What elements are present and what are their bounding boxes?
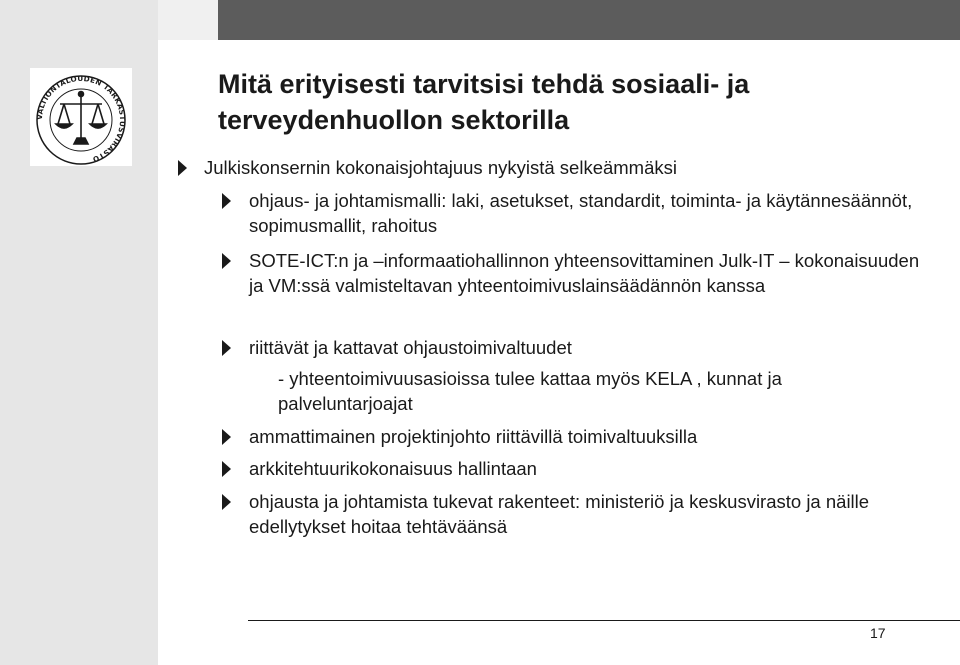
bullet-text: ammattimainen projektinjohto riittävillä toimivaltuuksilla bbox=[249, 426, 698, 447]
slide-title bbox=[218, 66, 918, 138]
top-bar-dark bbox=[218, 0, 960, 40]
footer-divider bbox=[248, 620, 960, 621]
bullet-item bbox=[222, 188, 922, 238]
bullet-text: Julkiskonsernin kokonaisjohtajuus nykyistä selkeämmäksi bbox=[204, 157, 677, 178]
bullet-arrow-icon bbox=[222, 429, 231, 445]
bullet-arrow-icon bbox=[222, 494, 231, 510]
bullet-item bbox=[178, 155, 878, 180]
bullet-item bbox=[222, 248, 922, 298]
bullet-arrow-icon bbox=[222, 461, 231, 477]
organization-logo-seal bbox=[30, 68, 132, 166]
top-bar-light bbox=[158, 0, 218, 40]
bullet-arrow-icon bbox=[222, 193, 231, 209]
slide-title-line-2: terveydenhuollon sektorilla bbox=[218, 105, 570, 135]
bullet-arrow-icon bbox=[178, 160, 187, 176]
bullet-item bbox=[222, 456, 922, 481]
bullet-item bbox=[222, 424, 922, 449]
bullet-text: arkkitehtuurikokonaisuus hallintaan bbox=[249, 458, 537, 479]
bullet-text: SOTE-ICT:n ja –informaatiohallinnon yhteensovittaminen Julk-IT – kokonaisuuden ja VM:ssä valmisteltavan yhteentoimivuslainsäädännön kanssa bbox=[249, 250, 920, 296]
logo-lettering: VALTIONTALOUDEN TARKASTUSVIRASTO bbox=[34, 73, 128, 165]
bullet-arrow-icon bbox=[222, 253, 231, 269]
bullet-text: ohjausta ja johtamista tukevat rakenteet: ministeriö ja keskusvirasto ja näille edellytykset hoitaa tehtäväänsä bbox=[249, 491, 870, 537]
bullet-arrow-icon bbox=[222, 340, 231, 356]
bullet-item bbox=[222, 335, 922, 360]
bullet-text: ohjaus- ja johtamismalli: laki, asetukset, standardit, toiminta- ja käytännesäännöt, sopimusmallit, rahoitus bbox=[249, 190, 913, 236]
slide-title-line-1: Mitä erityisesti tarvitsisi tehdä sosiaali- ja bbox=[218, 69, 750, 99]
bullet-text: riittävät ja kattavat ohjaustoimivaltuudet bbox=[249, 337, 572, 358]
bullet-item bbox=[222, 489, 922, 539]
page-number: 17 bbox=[870, 625, 886, 641]
sub-bullet-text: - yhteentoimivuusasioissa tulee kattaa myös KELA , kunnat ja palveluntarjoajat bbox=[278, 368, 782, 414]
